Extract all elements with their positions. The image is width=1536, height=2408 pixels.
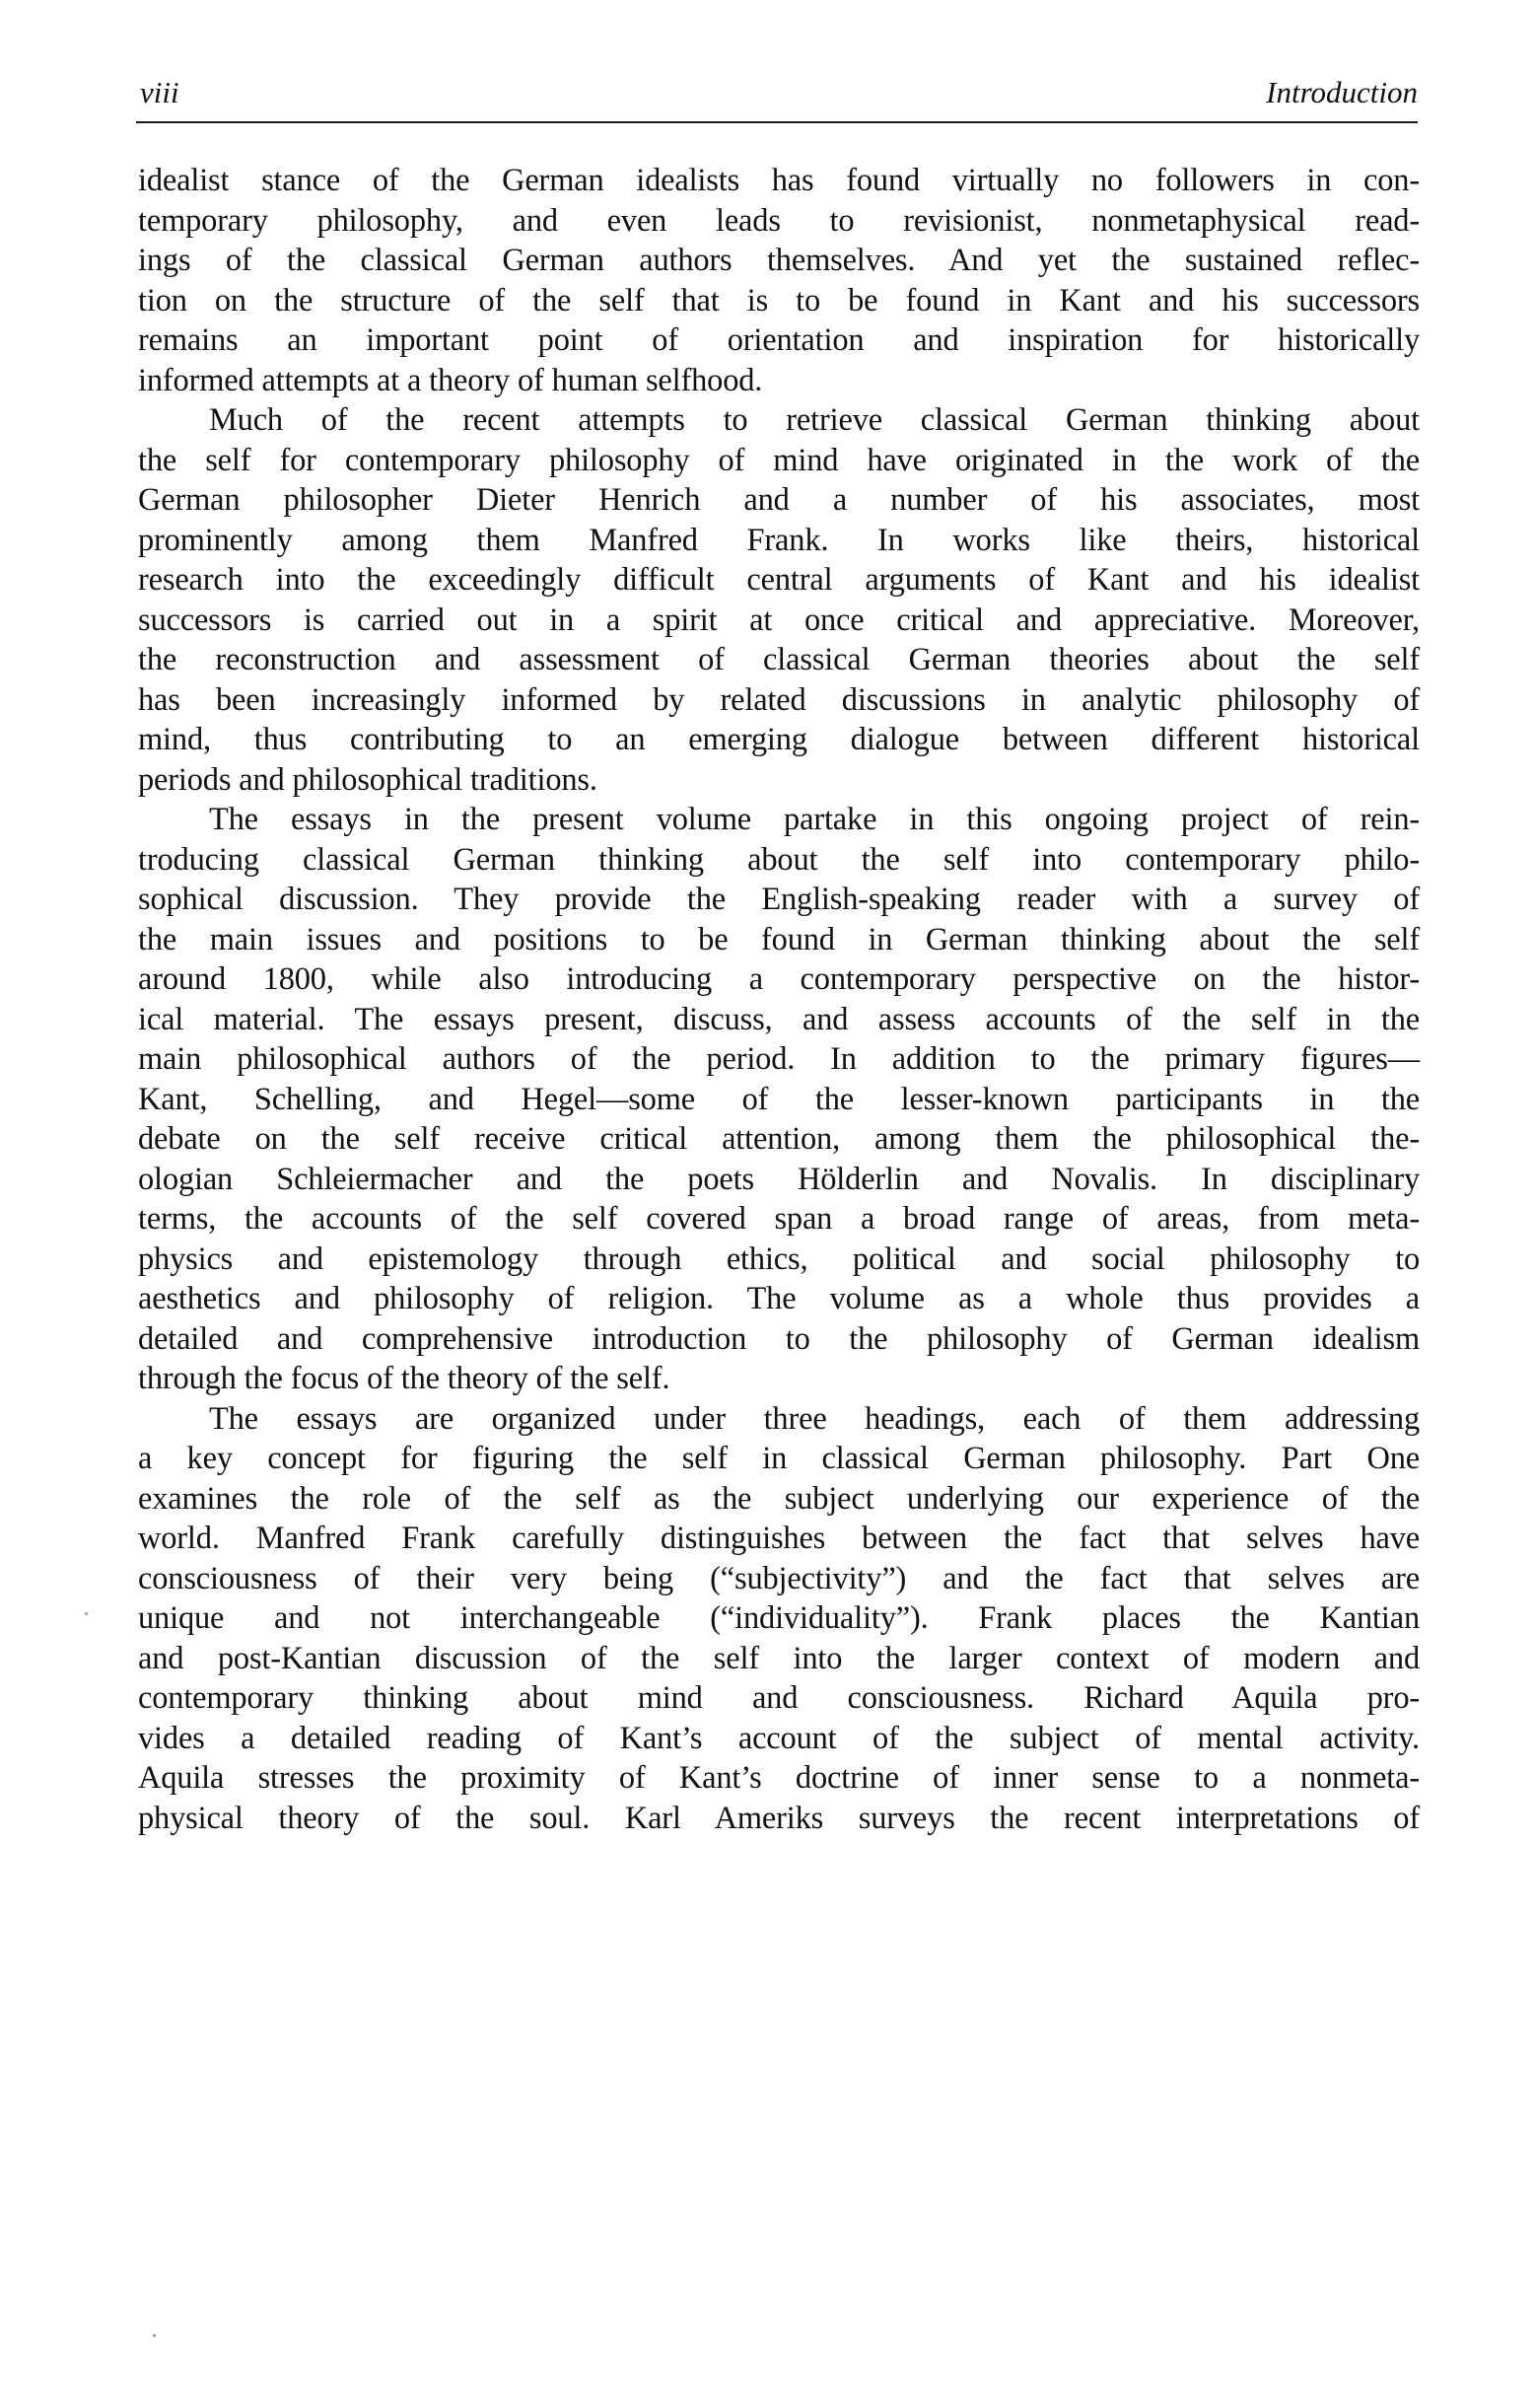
text-line: and post-Kantian discussion of the self into the larger context of modern and <box>138 1640 1420 1676</box>
text-line: physical theory of the soul. Karl Ameriks surveys the recent interpretations of <box>138 1800 1420 1836</box>
text-line: a key concept for figuring the self in classical German philosophy. Part One <box>138 1441 1420 1476</box>
text-line: main philosophical authors of the period. In addition to the primary figures— <box>138 1041 1420 1077</box>
text-line: vides a detailed reading of Kant’s account of the subject of mental activity. <box>138 1720 1420 1756</box>
scan-speck <box>85 1612 88 1615</box>
text-line: sophical discussion. They provide the English-speaking reader with a survey of <box>138 882 1420 917</box>
text-line: The essays are organized under three headings, each of them addressing <box>209 1400 1420 1437</box>
text-line: successors is carried out in a spirit at once critical and appreciative. Moreover, <box>138 602 1420 638</box>
section-title: Introduction <box>1266 75 1418 109</box>
text-line: ings of the classical German authors themselves. And yet the sustained reflec- <box>138 243 1420 278</box>
paragraph-2 <box>138 400 1420 800</box>
text-line: unique and not interchangeable (“individuality”). Frank places the Kantian <box>138 1600 1420 1636</box>
paragraph-3 <box>138 800 1420 1399</box>
text-line: the self for contemporary philosophy of mind have originated in the work of the <box>138 442 1420 478</box>
body-text <box>138 161 1420 1838</box>
header-rule <box>136 121 1418 123</box>
text-line: ologian Schleiermacher and the poets Hölderlin and Novalis. In disciplinary <box>138 1161 1420 1197</box>
text-line: physics and epistemology through ethics, political and social philosophy to <box>138 1240 1420 1277</box>
text-line: idealist stance of the German idealists has found virtually no followers in con- <box>138 163 1420 198</box>
text-line: Much of the recent attempts to retrieve classical German thinking about <box>209 402 1420 438</box>
paragraph-4 <box>138 1399 1420 1839</box>
text-line: remains an important point of orientation and inspiration for historically <box>138 322 1420 358</box>
text-line: the main issues and positions to be found in German thinking about the self <box>138 921 1420 957</box>
text-line: mind, thus contributing to an emerging dialogue between different historical <box>138 722 1420 757</box>
text-line: aesthetics and philosophy of religion. The volume as a whole thus provides a <box>138 1281 1420 1316</box>
paragraph-1 <box>138 161 1420 400</box>
text-line: detailed and comprehensive introduction to the philosophy of German idealism <box>138 1320 1420 1357</box>
text-line: research into the exceedingly difficult central arguments of Kant and his idealist <box>138 562 1420 598</box>
text-line: periods and philosophical traditions. <box>138 761 597 798</box>
text-line: temporary philosophy, and even leads to revisionist, nonmetaphysical read- <box>138 202 1420 239</box>
text-line: through the focus of the theory of the self. <box>138 1361 670 1396</box>
text-line: prominently among them Manfred Frank. In works like theirs, historical <box>138 522 1420 558</box>
text-line: The essays in the present volume partake in this ongoing project of rein- <box>209 802 1420 837</box>
text-line: around 1800, while also introducing a contemporary perspective on the histor- <box>138 961 1420 997</box>
text-line: consciousness of their very being (“subjectivity”) and the fact that selves are <box>138 1560 1420 1596</box>
text-line: ical material. The essays present, discuss, and assess accounts of the self in the <box>138 1001 1420 1037</box>
text-line: German philosopher Dieter Henrich and a number of his associates, most <box>138 482 1420 518</box>
text-line: has been increasingly informed by related discussions in analytic philosophy of <box>138 681 1420 718</box>
text-line: informed attempts at a theory of human selfhood. <box>138 362 763 398</box>
text-line: examines the role of the self as the subject underlying our experience of the <box>138 1480 1420 1517</box>
scan-speck <box>153 2334 156 2337</box>
text-line: terms, the accounts of the self covered span a broad range of areas, from meta- <box>138 1201 1420 1237</box>
text-line: contemporary thinking about mind and consciousness. Richard Aquila pro- <box>138 1680 1420 1716</box>
text-line: Aquila stresses the proximity of Kant’s doctrine of inner sense to a nonmeta- <box>138 1760 1420 1796</box>
text-line: the reconstruction and assessment of classical German theories about the self <box>138 642 1420 677</box>
running-header <box>138 71 1420 110</box>
book-page <box>138 71 1420 1838</box>
text-line: world. Manfred Frank carefully distinguishes between the fact that selves have <box>138 1521 1420 1556</box>
text-line: troducing classical German thinking about the self into contemporary philo- <box>138 841 1420 878</box>
text-line: debate on the self receive critical attention, among them the philosophical the- <box>138 1121 1420 1157</box>
text-line: tion on the structure of the self that is to be found in Kant and his successors <box>138 282 1420 319</box>
page-number: viii <box>140 75 179 109</box>
text-line: Kant, Schelling, and Hegel—some of the lesser-known participants in the <box>138 1081 1420 1117</box>
